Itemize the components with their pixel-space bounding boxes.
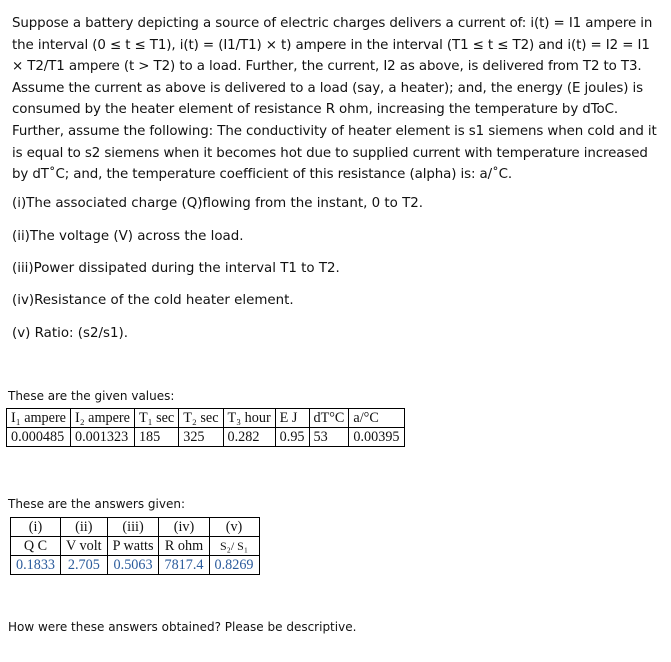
given-value-cell: 185 <box>134 428 178 447</box>
answer-value-cell: 2.705 <box>61 556 108 575</box>
answer-number-cell: (iii) <box>107 518 159 537</box>
given-value-cell: 0.95 <box>275 428 309 447</box>
question-item-3: (iii)Power dissipated during the interval T1 to T2. <box>12 261 340 276</box>
question-item-5: (v) Ratio: (s2/s1). <box>12 326 128 341</box>
given-header-cell: a/°C <box>349 409 404 428</box>
given-header-cell: T₃ hour <box>223 409 275 428</box>
answer-number-cell: (v) <box>209 518 259 537</box>
answers-value-row <box>11 556 260 575</box>
answer-number-cell: (i) <box>11 518 61 537</box>
given-value-cell: 53 <box>309 428 349 447</box>
answer-quantity-cell: V volt <box>61 537 108 556</box>
answer-quantity-cell: Q C <box>11 537 61 556</box>
question-item-1: (i)The associated charge (Q)flowing from the instant, 0 to T2. <box>12 196 424 211</box>
given-header-cell: E J <box>275 409 309 428</box>
given-values-table <box>6 408 405 447</box>
answer-value-cell: 0.1833 <box>11 556 61 575</box>
answer-number-cell: (iv) <box>159 518 209 537</box>
answers-quantity-row <box>11 537 260 556</box>
question-item-2: (ii)The voltage (V) across the load. <box>12 229 244 244</box>
answers-caption: These are the answers given: <box>8 497 185 511</box>
answer-quantity-cell: S₂/ S₁ <box>209 537 259 556</box>
answer-quantity-cell: P watts <box>107 537 159 556</box>
given-header-cell: T₁ sec <box>134 409 178 428</box>
problem-paragraph: Suppose a battery depicting a source of electric charges delivers a current of: i(t) = I1 ampere in the interval (0 ≤ t ≤ T1), i(t) = (I1/T1) × t) ampere in the interval (T1 ≤ t ≤ T2) and i(t) = I2 = I1 × T2/T1 ampere (t > T2) to a load. Further, the current, I2 as above, is delivered from T2 to T3. Assume the current as above is delivered to a load (say, a heater); and, the energy (E joules) is consumed by the heater element of resistance R ohm, increasing the temperature by dToC. Further, assume the following: The conductivity of heater element is s1 siemens when cold and it is equal to s2 siemens when it becomes hot due to supplied current with temperature increased by dT˚C; and, the temperature coefficient of this resistance (alpha) is: a/˚C. <box>12 16 657 183</box>
given-header-cell: I₂ ampere <box>70 409 134 428</box>
given-header-cell: T₂ sec <box>179 409 223 428</box>
answer-value-cell: 0.8269 <box>209 556 259 575</box>
answer-value-cell: 0.5063 <box>107 556 159 575</box>
given-header-cell: dT°C <box>309 409 349 428</box>
answer-number-cell: (ii) <box>61 518 108 537</box>
answer-quantity-cell: R ohm <box>159 537 209 556</box>
answer-value-cell: 7817.4 <box>159 556 209 575</box>
closing-question: How were these answers obtained? Please be descriptive. <box>8 620 357 634</box>
given-values-caption: These are the given values: <box>8 389 175 403</box>
given-value-cell: 325 <box>179 428 223 447</box>
given-value-cell: 0.001323 <box>70 428 134 447</box>
question-item-4: (iv)Resistance of the cold heater element. <box>12 293 294 308</box>
answers-table <box>10 517 260 575</box>
given-value-cell: 0.000485 <box>7 428 71 447</box>
given-value-row <box>7 428 405 447</box>
given-header-row <box>7 409 405 428</box>
given-value-cell: 0.282 <box>223 428 275 447</box>
answers-number-row <box>11 518 260 537</box>
given-value-cell: 0.00395 <box>349 428 404 447</box>
given-header-cell: I₁ ampere <box>7 409 71 428</box>
